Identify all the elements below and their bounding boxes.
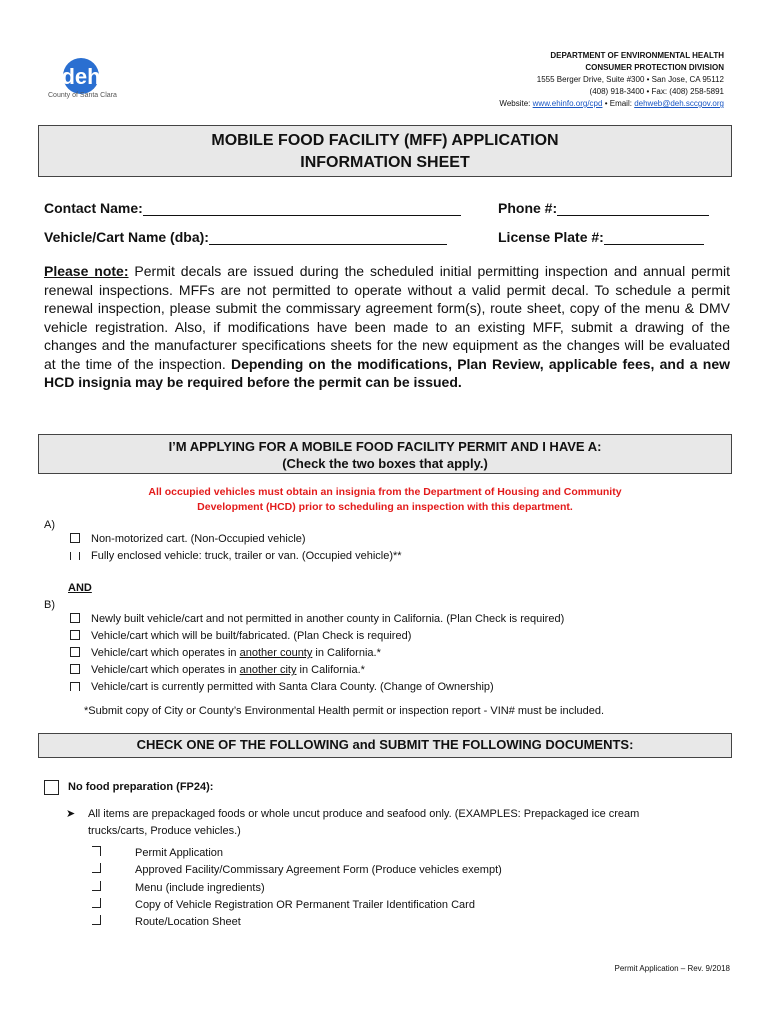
no-food-prep-label: No food preparation (FP24):: [68, 781, 214, 793]
section1-line2: (Check the two boxes that apply.): [282, 456, 488, 471]
doc-item-4[interactable]: [92, 897, 475, 914]
note-bold: Depending on the modifications, Plan Review, applicable fees, and a new HCD insignia may be required before the permit can be issued.: [44, 355, 730, 390]
note-body: Permit decals are issued during the scheduled initial permitting inspection and annual permit renewal inspections. MFFs are not permitted to operate without a valid permit decal. To schedule a permit renewal inspection, please submit the commissary agreement form(s), route sheet, copy of the menu & DMV vehicle registration. Also, if modifications have been made to an existing MFF, submit a drawing of the changes and the manufacturer specifications sheets for the new equipment as the changes will be evaluated at the time of the inspection.: [44, 263, 730, 372]
group-b-item-5[interactable]: [70, 679, 494, 696]
license-plate-field[interactable]: [498, 229, 704, 245]
license-plate-line[interactable]: [604, 230, 704, 245]
form-title-box: [38, 125, 732, 177]
checkbox-permit-application[interactable]: [92, 846, 101, 856]
group-b-item-2-label: Vehicle/cart which will be built/fabricated. (Plan Check is required): [91, 630, 412, 642]
doc-item-5[interactable]: [92, 914, 241, 931]
doc-item-5-label: Route/Location Sheet: [135, 916, 241, 928]
group-b-item-1[interactable]: [70, 611, 564, 628]
group-b-item-4-pre: Vehicle/cart which operates in: [91, 664, 240, 676]
submit-permit-note: *Submit copy of City or County’s Environmental Health permit or inspection report - VIN# must be included.: [84, 705, 605, 717]
website-link[interactable]: www.ehinfo.org/cpd: [532, 99, 603, 108]
phone-line[interactable]: [557, 201, 709, 216]
contact-name-label: Contact Name:: [44, 200, 143, 216]
group-b-item-4-underline: another city: [239, 664, 297, 676]
checkbox-another-county[interactable]: [70, 647, 80, 657]
form-title-line1: MOBILE FOOD FACILITY (MFF) APPLICATION: [211, 132, 559, 149]
license-plate-label: License Plate #:: [498, 229, 604, 245]
checkbox-route-sheet[interactable]: [92, 915, 101, 925]
group-b-label: B): [44, 599, 55, 611]
and-label: AND: [68, 582, 92, 594]
logo-caption: County of Santa Clara: [48, 92, 117, 99]
dept-line1: DEPARTMENT OF ENVIRONMENTAL HEALTH: [550, 51, 724, 60]
checkbox-change-of-ownership[interactable]: [70, 682, 80, 691]
documents-section-header: CHECK ONE OF THE FOLLOWING and SUBMIT THE FOLLOWING DOCUMENTS:: [38, 733, 732, 758]
group-a-item-2[interactable]: [70, 548, 402, 565]
vehicle-name-line[interactable]: [209, 230, 447, 245]
email-label: • Email:: [604, 99, 632, 108]
doc-item-2-label: Approved Facility/Commissary Agreement Form (Produce vehicles exempt): [135, 864, 502, 876]
website-label: Website:: [499, 99, 531, 108]
group-b-item-3-pre: Vehicle/cart which operates in: [91, 647, 240, 659]
phone-label: Phone #:: [498, 200, 558, 216]
contact-name-line[interactable]: [143, 201, 461, 216]
dept-line2: CONSUMER PROTECTION DIVISION: [585, 63, 724, 72]
dept-address: 1555 Berger Drive, Suite #300 • San Jose, CA 95112: [536, 75, 724, 84]
doc-item-2[interactable]: [92, 862, 502, 879]
doc-item-1[interactable]: [92, 845, 223, 862]
doc-item-4-label: Copy of Vehicle Registration OR Permanent Trailer Identification Card: [135, 899, 475, 911]
email-link[interactable]: dehweb@deh.sccgov.org: [634, 99, 724, 108]
group-a-item-1-label: Non-motorized cart. (Non-Occupied vehicle): [91, 533, 306, 545]
phone-field[interactable]: [498, 200, 709, 216]
hcd-insignia-notice: [60, 485, 710, 515]
dept-phone-fax: (408) 918-3400 • Fax: (408) 258-5891: [589, 87, 724, 96]
note-lead: Please note:: [44, 263, 129, 279]
group-a-item-1[interactable]: [70, 531, 306, 548]
group-b-item-1-label: Newly built vehicle/cart and not permitted in another county in California. (Plan Check is required): [91, 613, 565, 625]
please-note-paragraph: [44, 262, 730, 392]
no-food-bullet: [66, 806, 726, 840]
checkbox-menu[interactable]: [92, 881, 101, 891]
bullet-line2: trucks/carts, Produce vehicles.): [88, 825, 241, 837]
group-b-item-2[interactable]: [70, 628, 411, 645]
permit-type-section-header: [38, 434, 732, 474]
form-title-line2: INFORMATION SHEET: [300, 154, 470, 171]
doc-item-1-label: Permit Application: [135, 847, 224, 859]
checkbox-non-motorized[interactable]: [70, 533, 80, 543]
group-b-item-3-underline: another county: [239, 647, 313, 659]
checkbox-vehicle-registration[interactable]: [92, 898, 101, 908]
group-b-item-5-label: Vehicle/cart is currently permitted with Santa Clara County. (Change of Ownership): [91, 681, 494, 693]
doc-item-3[interactable]: [92, 880, 265, 897]
dept-web-email: [499, 98, 724, 110]
group-a-item-2-label: Fully enclosed vehicle: truck, trailer or van. (Occupied vehicle)**: [91, 550, 402, 562]
bullet-line1: All items are prepackaged foods or whole uncut produce and seafood only. (EXAMPLES: Prepackaged ice cream: [88, 808, 640, 820]
vehicle-name-label: Vehicle/Cart Name (dba):: [44, 229, 209, 245]
red-notice-line1: All occupied vehicles must obtain an insignia from the Department of Housing and Community: [148, 486, 622, 498]
department-info: [499, 50, 724, 110]
checkbox-no-food-prep[interactable]: [44, 780, 59, 795]
vehicle-name-field[interactable]: [44, 229, 447, 245]
checkbox-another-city[interactable]: [70, 664, 80, 674]
contact-name-field[interactable]: [44, 200, 461, 216]
group-b-item-3-post: in California.*: [312, 647, 381, 659]
group-a-label: A): [44, 519, 55, 531]
group-b-item-4[interactable]: [70, 662, 365, 679]
footer-revision: Permit Application – Rev. 9/2018: [614, 964, 730, 973]
group-b-item-3[interactable]: [70, 645, 381, 662]
logo-text: deh: [61, 64, 101, 89]
section1-line1: I’M APPLYING FOR A MOBILE FOOD FACILITY PERMIT AND I HAVE A:: [168, 439, 602, 454]
red-notice-line2: Development (HCD) prior to scheduling an inspection with this department.: [197, 501, 573, 513]
doc-item-3-label: Menu (include ingredients): [135, 882, 265, 894]
group-b-item-4-post: in California.*: [296, 664, 365, 676]
checkbox-to-be-built[interactable]: [70, 630, 80, 640]
checkbox-commissary-form[interactable]: [92, 863, 101, 873]
checkbox-newly-built[interactable]: [70, 613, 80, 623]
checkbox-enclosed-vehicle[interactable]: [70, 552, 80, 560]
arrow-bullet-icon: ➤: [66, 808, 76, 820]
